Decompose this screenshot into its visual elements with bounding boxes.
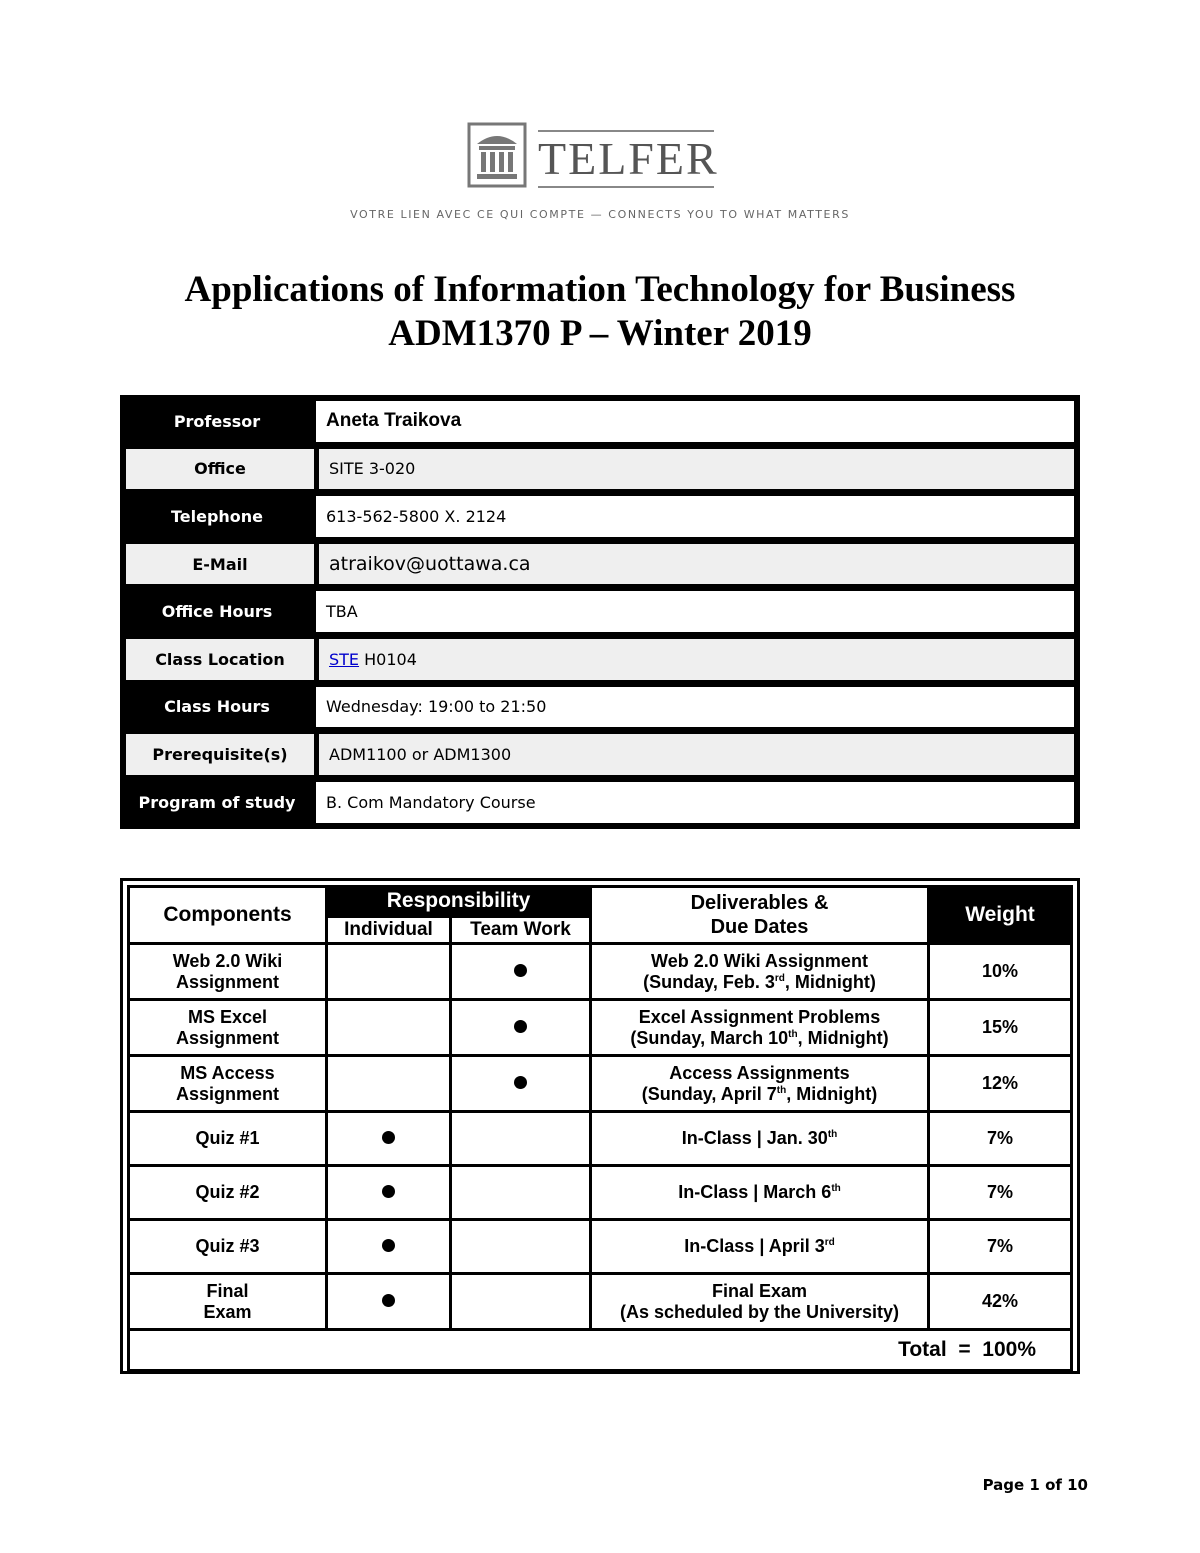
deliverable-cell: [591, 944, 929, 1000]
info-label: E-Mail: [126, 544, 316, 585]
component-name: Quiz #2: [129, 1166, 327, 1220]
info-row-prerequisites: [123, 731, 1077, 779]
bullet-icon: [382, 1131, 395, 1144]
info-label: Telephone: [123, 493, 313, 540]
logo-tagline: VOTRE LIEN AVEC CE QUI COMPTE — CONNECTS YOU TO WHAT MATTERS: [350, 208, 850, 221]
info-value: ADM1100 or ADM1300: [319, 734, 1074, 775]
info-row-professor: [123, 398, 1077, 446]
individual-cell: [327, 1166, 451, 1220]
title-line-1: Applications of Information Technology for Business: [184, 269, 1016, 310]
table-row: [129, 1166, 1072, 1220]
component-name: [129, 944, 327, 1000]
weight-cell: 15%: [929, 1000, 1072, 1056]
header-weight: Weight: [929, 887, 1072, 944]
component-line2: Assignment: [175, 1027, 280, 1048]
info-value: TBA: [316, 591, 1074, 632]
deliverable-date: (Sunday, Feb. 3rd, Midnight): [643, 971, 876, 992]
weight-cell: 42%: [929, 1274, 1072, 1330]
individual-cell: [327, 1274, 451, 1330]
table-row: [129, 1056, 1072, 1112]
info-value: SITE 3-020: [319, 449, 1074, 490]
individual-cell: [327, 1000, 451, 1056]
component-name: [129, 1056, 327, 1112]
bullet-icon: [382, 1239, 395, 1252]
deliverable-cell: In-Class | Jan. 30th: [591, 1112, 929, 1166]
team-cell: [451, 1274, 591, 1330]
info-row-office-hours: [123, 588, 1077, 636]
component-name: [129, 1000, 327, 1056]
component-line1: Final: [206, 1280, 249, 1301]
info-label: Prerequisite(s): [126, 734, 316, 775]
info-row-telephone: [123, 493, 1077, 541]
deliverable-date: (Sunday, March 10th, Midnight): [630, 1027, 889, 1048]
info-label: Professor: [123, 398, 313, 445]
header-deliverables-line2: Due Dates: [710, 916, 809, 938]
header-components: Components: [129, 887, 327, 944]
info-row-program: [123, 779, 1077, 827]
team-cell: [451, 1166, 591, 1220]
component-name: [129, 1274, 327, 1330]
weight-cell: 7%: [929, 1166, 1072, 1220]
deliverable-title: Final Exam: [711, 1280, 808, 1301]
info-label: Class Location: [126, 639, 316, 680]
individual-cell: [327, 944, 451, 1000]
component-line1: MS Access: [180, 1062, 275, 1083]
weight-cell: 7%: [929, 1112, 1072, 1166]
component-line2: Assignment: [175, 971, 280, 992]
logo-wordmark: TELFER: [538, 130, 714, 188]
deliverable-title: Web 2.0 Wiki Assignment: [651, 950, 868, 971]
info-row-class-location: [123, 636, 1077, 684]
deliverable-title: Access Assignments: [669, 1062, 850, 1083]
team-cell: [451, 1056, 591, 1112]
deliverable-date: (As scheduled by the University): [619, 1301, 900, 1322]
table-row: [129, 944, 1072, 1000]
bullet-icon: [514, 1020, 527, 1033]
header-responsibility: Responsibility: [327, 887, 591, 917]
individual-cell: [327, 1056, 451, 1112]
component-name: Quiz #1: [129, 1112, 327, 1166]
info-value: Aneta Traikova: [316, 401, 1074, 442]
bullet-icon: [514, 964, 527, 977]
info-value: [319, 639, 1074, 680]
deliverable-date: (Sunday, April 7th, Midnight): [641, 1083, 878, 1104]
deliverable-cell: In-Class | March 6th: [591, 1166, 929, 1220]
info-label: Office: [126, 449, 316, 490]
component-line2: Assignment: [175, 1083, 280, 1104]
team-cell: [451, 1112, 591, 1166]
deliverable-cell: In-Class | April 3rd: [591, 1220, 929, 1274]
info-row-class-hours: [123, 684, 1077, 732]
table-row: [129, 1220, 1072, 1274]
email-value: atraikov@uottawa.ca: [319, 544, 1074, 585]
deliverable-title: Excel Assignment Problems: [638, 1006, 881, 1027]
course-info-table: [120, 395, 1080, 829]
header-individual: Individual: [327, 916, 451, 943]
team-cell: [451, 1000, 591, 1056]
table-row: [129, 1112, 1072, 1166]
component-line2: Exam: [203, 1301, 252, 1322]
table-row: [129, 1274, 1072, 1330]
weight-cell: 12%: [929, 1056, 1072, 1112]
deliverable-cell: [591, 1056, 929, 1112]
component-line1: MS Excel: [187, 1006, 268, 1027]
info-label: Office Hours: [123, 588, 313, 635]
table-row: [129, 1000, 1072, 1056]
title-line-2: ADM1370 P – Winter 2019: [388, 313, 812, 354]
individual-cell: [327, 1220, 451, 1274]
info-row-email: [123, 541, 1077, 589]
building-icon: [467, 122, 527, 188]
total-row: [129, 1330, 1072, 1371]
info-label: Class Hours: [123, 684, 313, 731]
info-row-office: [123, 446, 1077, 494]
bullet-icon: [514, 1076, 527, 1089]
header-team-work: Team Work: [451, 916, 591, 943]
deliverable-cell: [591, 1274, 929, 1330]
info-value: B. Com Mandatory Course: [316, 782, 1074, 824]
document-title: [0, 268, 1200, 356]
component-name: Quiz #3: [129, 1220, 327, 1274]
individual-cell: [327, 1112, 451, 1166]
header-deliverables-line1: Deliverables &: [690, 892, 829, 914]
info-label: Program of study: [123, 779, 313, 827]
weight-cell: 7%: [929, 1220, 1072, 1274]
bullet-icon: [382, 1294, 395, 1307]
location-link[interactable]: STE: [329, 649, 360, 669]
component-line1: Web 2.0 Wiki: [172, 950, 283, 971]
evaluation-components-table: [120, 878, 1080, 1374]
weight-cell: 10%: [929, 944, 1072, 1000]
telfer-logo: [0, 118, 1200, 228]
info-value: Wednesday: 19:00 to 21:50: [316, 687, 1074, 728]
location-room: H0104: [359, 649, 417, 669]
info-value: 613-562-5800 X. 2124: [316, 496, 1074, 537]
page-number: Page 1 of 10: [982, 1476, 1088, 1494]
bullet-icon: [382, 1185, 395, 1198]
team-cell: [451, 944, 591, 1000]
deliverable-cell: [591, 1000, 929, 1056]
total-value: Total = 100%: [129, 1330, 1072, 1371]
header-deliverables: [591, 887, 929, 944]
team-cell: [451, 1220, 591, 1274]
